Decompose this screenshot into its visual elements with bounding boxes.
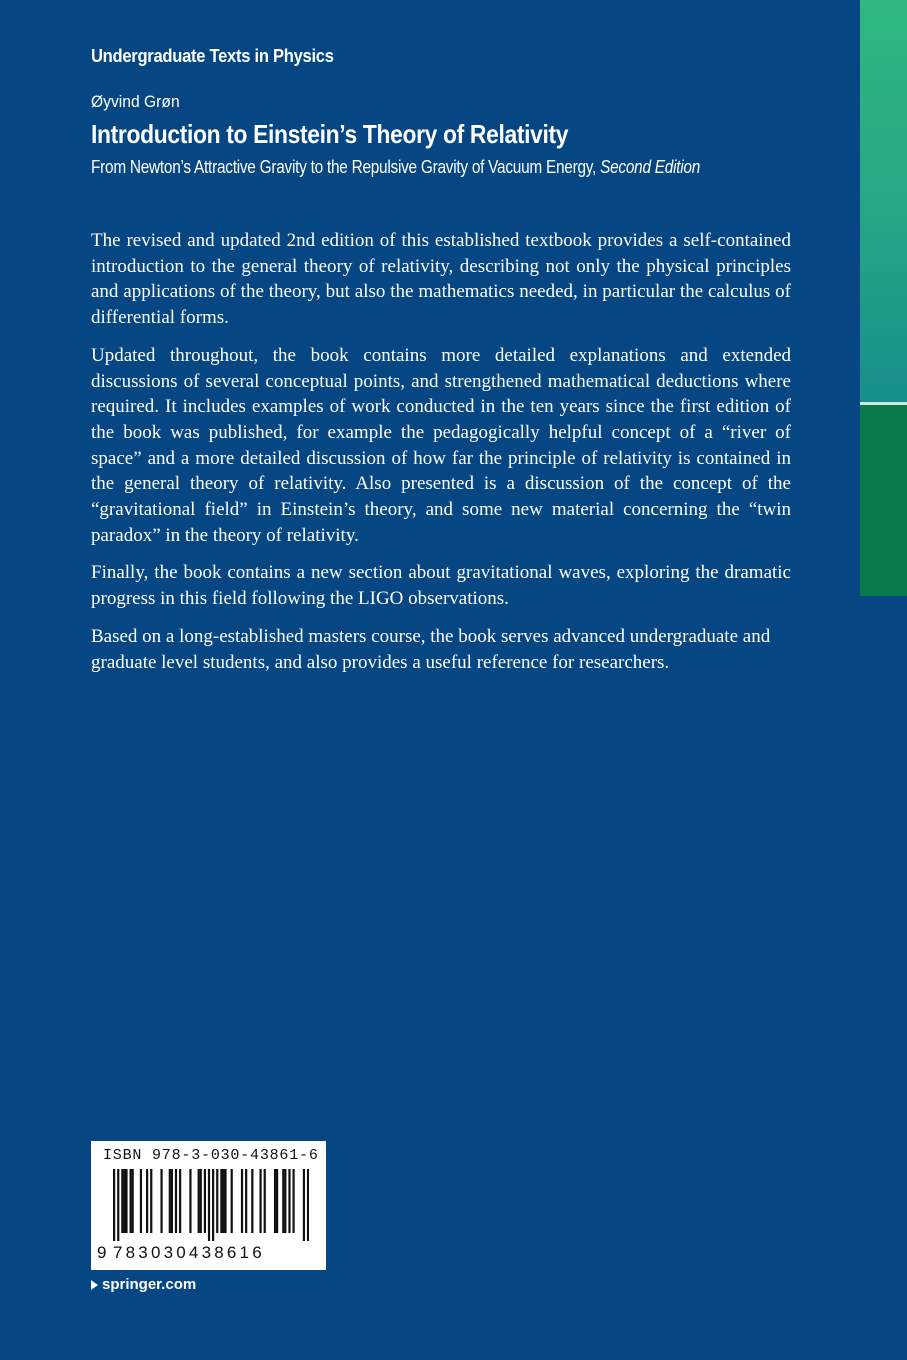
blurb-paragraph: Updated throughout, the book contains more detailed explanations and extended discussions of several conceptual points, and strengthened mathematical deductions where required. It includes examples of work conducted in the ten years since the first edition of the book was published, for example the pedagogically helpful concept of a “river of space” and a more detailed discussion of how far the principle of relativity is contained in the general theory of relativity. Also presented is a discussion of the concept of the “gravitational field” in Einstein’s theory, and some new material concerning the “twin paradox” in the theory of relativity. — [91, 344, 791, 546]
barcode-bar — [198, 1169, 200, 1233]
barcode-bar — [276, 1169, 278, 1233]
barcode-bar — [208, 1169, 210, 1241]
barcode-bar — [259, 1169, 261, 1233]
edge-color-stripe-bottom — [860, 405, 907, 596]
isbn-barcode — [91, 1141, 326, 1270]
barcode-bar — [146, 1169, 148, 1233]
publisher-url: springer.com — [102, 1276, 197, 1293]
barcode-bar — [282, 1169, 284, 1233]
barcode-lead-digit: 9 — [97, 1243, 107, 1262]
book-subtitle — [91, 157, 700, 178]
barcode-bar — [241, 1169, 243, 1233]
blurb-paragraph: The revised and updated 2nd edition of this established textbook provides a self-contained introduction to the general theory of relativity, describing not only the physical principles and applications of the theory, but also the mathematics needed, in particular the calculus of differential forms. — [91, 230, 791, 329]
subtitle-edition: Second Edition — [600, 157, 701, 177]
subtitle-main: From Newton’s Attractive Gravity to the Repulsive Gravity of Vacuum Energy, — [91, 157, 601, 177]
barcode-bar — [231, 1169, 233, 1233]
author-name: Øyvind Grøn — [91, 92, 180, 111]
barcode-bar — [216, 1169, 218, 1233]
barcode-bar — [189, 1169, 191, 1233]
barcode-bar — [200, 1169, 202, 1233]
arrow-right-icon — [91, 1280, 98, 1290]
book-title: Introduction to Einstein’s Theory of Relativity — [91, 119, 569, 149]
barcode-bar — [222, 1169, 224, 1233]
barcode-bar — [251, 1169, 253, 1233]
blurb-text — [91, 228, 791, 687]
barcode-bar — [292, 1169, 294, 1233]
barcode-bar — [140, 1169, 142, 1233]
barcode-bar — [179, 1169, 181, 1233]
barcode-bar — [125, 1169, 127, 1233]
barcode-bar — [307, 1169, 309, 1241]
barcode-bar — [175, 1169, 177, 1233]
barcode-bars — [113, 1169, 309, 1241]
barcode-bar — [220, 1169, 222, 1233]
edge-color-stripe-top — [860, 0, 907, 402]
barcode-bar — [132, 1169, 134, 1233]
blurb-paragraph: Based on a long-established masters course, the book serves advanced undergraduate and graduate level students, and also provides a useful reference for researchers. — [91, 625, 771, 673]
barcode-bar — [288, 1169, 290, 1233]
barcode-bar — [121, 1169, 123, 1233]
series-title: Undergraduate Texts in Physics — [91, 46, 334, 66]
barcode-bar — [245, 1169, 247, 1233]
barcode-bar — [117, 1169, 119, 1241]
barcode-bar — [284, 1169, 286, 1233]
barcode-bar — [204, 1169, 206, 1233]
barcode-bar — [224, 1169, 226, 1233]
barcode-bar — [274, 1169, 276, 1233]
barcode-bar — [113, 1169, 115, 1241]
barcode-bar — [160, 1169, 162, 1233]
barcode-bar — [264, 1169, 266, 1233]
barcode-bar — [150, 1169, 152, 1233]
barcode-bar — [169, 1169, 171, 1233]
publisher-link[interactable] — [91, 1276, 196, 1293]
barcode-bar — [123, 1169, 125, 1233]
barcode-bar — [212, 1169, 214, 1241]
barcode-digits: 783030438616 — [113, 1243, 265, 1262]
isbn-label: ISBN 978-3-030-43861-6 — [103, 1147, 319, 1164]
barcode-bar — [303, 1169, 305, 1241]
barcode-bar — [130, 1169, 132, 1233]
barcode-bar — [171, 1169, 173, 1233]
blurb-paragraph: Finally, the book contains a new section about gravitational waves, exploring the dramatic progress in this field following the LIGO observations. — [91, 562, 791, 610]
